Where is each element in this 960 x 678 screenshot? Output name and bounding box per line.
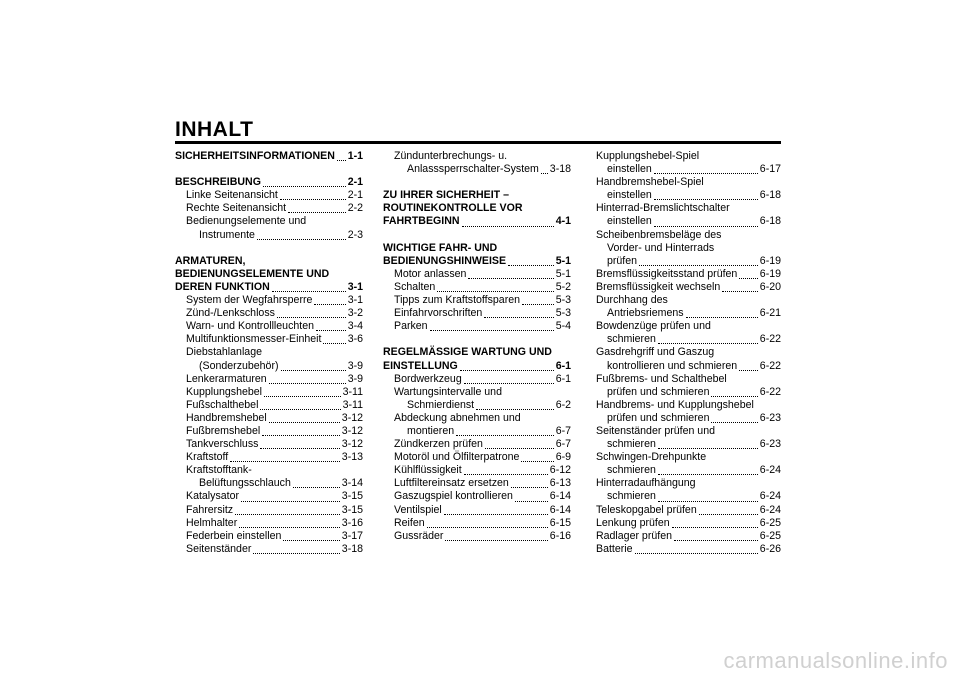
toc-page-number: 6-21 [759, 307, 781, 320]
toc-entry-line: Bedienungselemente und [186, 215, 307, 228]
toc-entry-label: Seitenständer [186, 542, 252, 555]
toc-column-2 [383, 150, 571, 543]
toc-entry-label: Tankverschluss [186, 438, 259, 451]
toc-dot-leader [654, 172, 758, 174]
toc-section-heading: ARMATUREN, [175, 254, 246, 267]
toc-dot-leader [269, 382, 346, 384]
toc-entry-label: BEDIENUNGSHINWEISE [383, 254, 507, 267]
toc-entry-label: Gussräder [394, 529, 444, 542]
toc-spacer [383, 333, 571, 346]
toc-dot-leader [264, 395, 341, 397]
toc-entry-label: Fußschalthebel [186, 398, 259, 411]
toc-dot-leader [314, 303, 345, 305]
toc-entry-label: Bremsflüssigkeit wechseln [596, 280, 721, 293]
toc-dot-leader [476, 408, 554, 410]
toc-section-entry [175, 150, 363, 163]
toc-entry-label: Luftfiltereinsatz ersetzen [394, 477, 509, 490]
toc-page-number: 3-18 [549, 163, 571, 176]
toc-dot-leader [658, 342, 758, 344]
toc-entry [596, 215, 781, 228]
toc-page-number: 3-12 [341, 438, 363, 451]
toc-entry-label: System der Wegfahrsperre [186, 294, 313, 307]
toc-entry [596, 517, 781, 530]
toc-entry [175, 294, 363, 307]
toc-section-heading: WICHTIGE FAHR- UND [383, 241, 498, 254]
toc-page-number: 6-18 [759, 215, 781, 228]
toc-page-number: 6-22 [759, 333, 781, 346]
toc-page-number: 6-25 [759, 516, 781, 529]
toc-entry [175, 386, 363, 399]
toc-dot-leader [672, 526, 758, 528]
toc-entry [596, 163, 781, 176]
toc-page-number: 6-25 [759, 529, 781, 542]
toc-dot-leader [437, 290, 553, 292]
toc-entry-line: Kupplungshebel-Spiel [596, 150, 700, 162]
toc-dot-leader [711, 421, 757, 423]
toc-entry-label: Federbein einstellen [186, 529, 282, 542]
toc-entry [383, 438, 571, 451]
toc-dot-leader [464, 473, 548, 475]
toc-dot-leader [464, 382, 554, 384]
toc-page-number: 5-3 [555, 307, 571, 320]
toc-entry [383, 425, 571, 438]
toc-entry [175, 412, 363, 425]
toc-entry [175, 438, 363, 451]
toc-entry [596, 255, 781, 268]
toc-section-entry [175, 281, 363, 294]
toc-entry [175, 202, 363, 215]
toc-entry [596, 268, 781, 281]
toc-page-number: 6-13 [549, 477, 571, 490]
toc-entry [596, 490, 781, 503]
toc-page-number: 6-23 [759, 438, 781, 451]
toc-entry [175, 320, 363, 333]
toc-entry-label: schmieren [607, 438, 656, 451]
toc-page-number: 6-22 [759, 359, 781, 372]
toc-dot-leader [515, 500, 548, 502]
toc-entry-label: Warn- und Kontrollleuchten [186, 320, 314, 333]
toc-entry [383, 294, 571, 307]
toc-entry [175, 399, 363, 412]
toc-entry-label: Einfahrvorschriften [394, 307, 483, 320]
toc-page-number: 5-3 [555, 294, 571, 307]
toc-entry [383, 517, 571, 530]
toc-page-number: 6-2 [555, 398, 571, 411]
toc-entry-label: schmieren [607, 490, 656, 503]
toc-dot-leader [699, 513, 758, 515]
toc-entry-label: BESCHREIBUNG [175, 176, 261, 189]
toc-entry-label: Zünd-/Lenkschloss [186, 307, 275, 320]
toc-page-number: 3-9 [347, 372, 363, 385]
toc-dot-leader [484, 316, 553, 318]
toc-dot-leader [658, 447, 758, 449]
toc-entry [175, 189, 363, 202]
toc-dot-leader [456, 434, 554, 436]
toc-dot-leader [541, 172, 548, 174]
toc-entry-label: Fahrersitz [186, 503, 234, 516]
toc-page-number: 3-6 [347, 333, 363, 346]
toc-entry-label: Motor anlassen [394, 267, 467, 280]
toc-dot-leader [337, 159, 346, 161]
toc-entry [175, 307, 363, 320]
toc-entry [383, 490, 571, 503]
toc-entry-label: Kühlflüssigkeit [394, 464, 462, 477]
toc-entry-label: Schmierdienst [407, 398, 475, 411]
toc-section-heading: BEDIENUNGSELEMENTE UND [175, 267, 330, 280]
toc-section-heading: REGELMÄSSIGE WARTUNG UND [383, 346, 552, 359]
toc-entry-line: Abdeckung abnehmen und [394, 411, 521, 424]
toc-entry-label: einstellen [607, 163, 652, 176]
toc-entry-line: Schwingen-Drehpunkte [596, 451, 707, 464]
toc-dot-leader [468, 277, 553, 279]
watermark: carmanualsonline.info [723, 648, 948, 673]
toc-page-number: 2-3 [347, 228, 363, 241]
toc-spacer [383, 229, 571, 242]
toc-page-number: 3-18 [341, 542, 363, 555]
toc-dot-leader [739, 369, 758, 371]
toc-entry [175, 517, 363, 530]
toc-page-number: 5-2 [555, 280, 571, 293]
toc-entry-label: Bremsflüssigkeitsstand prüfen [596, 267, 738, 280]
toc-page-number: 4-1 [555, 215, 571, 228]
toc-dot-leader [263, 185, 346, 187]
toc-entry [175, 360, 363, 373]
toc-dot-leader [288, 211, 346, 213]
toc-dot-leader [658, 500, 758, 502]
toc-entry-label: Rechte Seitenansicht [186, 202, 287, 215]
toc-page-number: 6-14 [549, 490, 571, 503]
toc-page-number: 3-1 [347, 294, 363, 307]
toc-dot-leader [230, 460, 340, 462]
toc-column-1 [175, 150, 363, 556]
toc-page-number: 6-24 [759, 503, 781, 516]
toc-entry-line: Seitenständer prüfen und [596, 424, 715, 437]
toc-dot-leader [316, 329, 346, 331]
toc-page-number: 3-14 [341, 477, 363, 490]
toc-entry [383, 320, 571, 333]
toc-dot-leader [462, 225, 554, 227]
toc-page-number: 2-2 [347, 202, 363, 215]
toc-entry-label: Multifunktionsmesser-Einheit [186, 333, 322, 346]
toc-section-entry [383, 360, 571, 373]
toc-page-number: 2-1 [347, 189, 363, 202]
toc-entry [175, 333, 363, 346]
toc-page-number: 6-26 [759, 542, 781, 555]
toc-page-number: 6-1 [555, 359, 571, 372]
toc-page-number: 3-12 [341, 411, 363, 424]
toc-entry-line: Handbrems- und Kupplungshebel [596, 398, 754, 411]
toc-dot-leader [253, 552, 339, 554]
toc-entry [175, 229, 363, 242]
toc-page-number: 6-1 [555, 372, 571, 385]
toc-dot-leader [235, 513, 340, 515]
toc-dot-leader [511, 486, 548, 488]
toc-entry [383, 530, 571, 543]
toc-page-number: 6-22 [759, 385, 781, 398]
toc-entry-label: (Sonderzubehör) [199, 359, 279, 372]
toc-page-number: 1-1 [347, 150, 363, 162]
toc-page-number: 6-7 [555, 424, 571, 437]
toc-entry-label: FAHRTBEGINN [383, 215, 460, 228]
toc-entry [596, 333, 781, 346]
toc-entry-label: EINSTELLUNG [383, 359, 458, 372]
toc-entry-line: Kraftstofftank- [186, 464, 252, 477]
toc-page-number: 5-4 [555, 320, 571, 333]
toc-entry-label: Batterie [596, 542, 633, 555]
toc-entry [596, 464, 781, 477]
toc-entry-label: einstellen [607, 215, 652, 228]
toc-entry-line: Hinterradaufhängung [596, 477, 696, 490]
toc-dot-leader [260, 447, 339, 449]
toc-dot-leader [262, 434, 340, 436]
toc-dot-leader [460, 369, 554, 371]
toc-entry [175, 373, 363, 386]
toc-dot-leader [654, 198, 758, 200]
toc-section-entry [383, 255, 571, 268]
toc-dot-leader [280, 198, 346, 200]
toc-entry [175, 477, 363, 490]
toc-entry [383, 399, 571, 412]
toc-dot-leader [323, 342, 345, 344]
toc-entry [383, 504, 571, 517]
toc-dot-leader [635, 552, 758, 554]
toc-entry [383, 464, 571, 477]
toc-entry [383, 477, 571, 490]
toc-entry [596, 543, 781, 556]
toc-entry-label: Radlager prüfen [596, 529, 672, 542]
toc-dot-leader [722, 290, 758, 292]
toc-entry-label: schmieren [607, 464, 656, 477]
toc-dot-leader [430, 329, 554, 331]
toc-section-entry [383, 215, 571, 228]
toc-page-number: 6-24 [759, 490, 781, 503]
toc-page-number: 5-1 [555, 254, 571, 267]
toc-entry [596, 281, 781, 294]
toc-dot-leader [485, 447, 554, 449]
toc-entry [175, 425, 363, 438]
toc-page-number: 3-11 [342, 385, 363, 398]
toc-entry [596, 438, 781, 451]
toc-entry [596, 412, 781, 425]
toc-entry [175, 490, 363, 503]
toc-entry-label: DEREN FUNKTION [175, 280, 270, 293]
toc-entry-label: prüfen und schmieren [607, 411, 710, 424]
toc-page-number: 3-2 [347, 307, 363, 320]
toc-section-heading: ZU IHRER SICHERHEIT – [383, 189, 509, 202]
toc-spacer [175, 242, 363, 255]
toc-entry-label: montieren [407, 424, 455, 437]
toc-page-number: 6-16 [549, 529, 571, 542]
toc-page-number: 3-12 [341, 424, 363, 437]
toc-dot-leader [674, 539, 758, 541]
toc-entry-label: Lenkerarmaturen [186, 372, 267, 385]
toc-entry-line: Gasdrehgriff und Gaszug [596, 346, 715, 359]
toc-entry [383, 373, 571, 386]
toc-page-number: 6-12 [549, 464, 571, 477]
toc-entry [175, 504, 363, 517]
page-title: INHALT [175, 118, 254, 141]
toc-page-number: 6-17 [759, 163, 781, 176]
toc-dot-leader [444, 513, 548, 515]
toc-column-3 [596, 150, 781, 556]
toc-page-number: 6-20 [759, 280, 781, 293]
toc-entry-line: Zündunterbrechungs- u. [394, 150, 508, 162]
toc-entry-label: SICHERHEITSINFORMATIONEN [175, 150, 335, 162]
toc-entry-label: Zündkerzen prüfen [394, 438, 483, 451]
toc-entry-label: Schalten [394, 280, 436, 293]
toc-page-number: 3-15 [341, 490, 363, 503]
toc-page-number: 2-1 [347, 176, 363, 189]
toc-entry [383, 268, 571, 281]
toc-entry [596, 307, 781, 320]
toc-entry-label: Teleskopgabel prüfen [596, 503, 697, 516]
toc-entry-label: kontrollieren und schmieren [607, 359, 738, 372]
toc-page-number: 3-13 [341, 451, 363, 464]
toc-entry-line: Diebstahlanlage [186, 346, 262, 359]
toc-page-number: 6-14 [549, 503, 571, 516]
toc-dot-leader [272, 290, 346, 292]
toc-entry-label: Gaszugspiel kontrollieren [394, 490, 513, 503]
toc-entry [175, 530, 363, 543]
toc-entry-label: Tipps zum Kraftstoffsparen [394, 294, 521, 307]
toc-entry-line: Wartungsintervalle und [394, 385, 502, 398]
toc-entry [383, 307, 571, 320]
toc-dot-leader [508, 264, 554, 266]
toc-section-entry [175, 176, 363, 189]
toc-dot-leader [269, 421, 340, 423]
toc-dot-leader [639, 264, 758, 266]
toc-entry-line: Scheibenbremsbeläge des [596, 228, 722, 241]
toc-entry-line: Bowdenzüge prüfen und [596, 320, 711, 333]
toc-dot-leader [658, 473, 758, 475]
toc-entry-line: Handbremshebel-Spiel [596, 176, 704, 189]
toc-entry [596, 189, 781, 202]
toc-entry [383, 281, 571, 294]
toc-page-number: 6-18 [759, 189, 781, 202]
toc-section-heading: ROUTINEKONTROLLE VOR [383, 202, 523, 215]
toc-entry [383, 163, 571, 176]
toc-entry-line: Hinterrad-Bremslichtschalter [596, 202, 730, 215]
toc-entry-line: Fußbrems- und Schalthebel [596, 372, 727, 385]
toc-entry-label: Handbremshebel [186, 411, 267, 424]
toc-spacer [175, 163, 363, 176]
toc-dot-leader [686, 316, 758, 318]
toc-page-number: 3-4 [347, 320, 363, 333]
toc-entry-label: Motoröl und Ölfilterpatrone [394, 451, 520, 464]
toc-dot-leader [281, 369, 346, 371]
toc-entry [596, 386, 781, 399]
toc-entry-label: schmieren [607, 333, 656, 346]
toc-entry [175, 543, 363, 556]
toc-dot-leader [257, 238, 346, 240]
toc-dot-leader [277, 316, 346, 318]
toc-page-number: 3-16 [341, 516, 363, 529]
toc-entry-label: Instrumente [199, 228, 255, 241]
toc-entry-label: Helmhalter [186, 516, 238, 529]
toc-dot-leader [260, 408, 340, 410]
toc-dot-leader [241, 500, 340, 502]
toc-entry-label: einstellen [607, 189, 652, 202]
toc-entry-line: Durchhang des [596, 294, 668, 307]
toc-entry [596, 360, 781, 373]
toc-page-number: 6-9 [555, 451, 571, 464]
toc-entry-label: Reifen [394, 516, 425, 529]
toc-page-number: 3-15 [341, 503, 363, 516]
toc-dot-leader [427, 526, 548, 528]
toc-entry-label: Ventilspiel [394, 503, 442, 516]
toc-dot-leader [283, 539, 339, 541]
toc-page-number: 3-17 [341, 529, 363, 542]
toc-dot-leader [293, 486, 340, 488]
toc-page-number: 6-19 [759, 267, 781, 280]
toc-entry-label: Belüftungsschlauch [199, 477, 291, 490]
toc-entry [175, 451, 363, 464]
toc-entry-label: Lenkung prüfen [596, 516, 670, 529]
toc-entry [383, 451, 571, 464]
toc-entry-label: Linke Seitenansicht [186, 189, 278, 202]
toc-page-number: 3-11 [342, 398, 363, 411]
toc-entry-label: Antriebsriemens [607, 307, 684, 320]
toc-page-number: 6-15 [549, 516, 571, 529]
toc-page-number: 3-9 [347, 359, 363, 372]
toc-dot-leader [739, 277, 757, 279]
toc-dot-leader [445, 539, 547, 541]
toc-dot-leader [521, 460, 553, 462]
toc-page-number: 6-23 [759, 411, 781, 424]
toc-entry-label: Kupplungshebel [186, 385, 262, 398]
toc-dot-leader [711, 395, 757, 397]
toc-page-number: 6-7 [555, 438, 571, 451]
toc-page-number: 6-24 [759, 464, 781, 477]
toc-page-number: 5-1 [555, 267, 571, 280]
toc-entry-label: Parken [394, 320, 428, 333]
toc-entry-label: Fußbremshebel [186, 424, 261, 437]
toc-page-number: 3-1 [347, 280, 363, 293]
toc-entry-label: Anlasssperrschalter-System [407, 163, 539, 176]
toc-entry-label: Katalysator [186, 490, 239, 503]
toc-dot-leader [239, 526, 340, 528]
toc-entry-label: Kraftstoff [186, 451, 229, 464]
toc-page-number: 6-19 [759, 254, 781, 267]
toc-entry [596, 504, 781, 517]
toc-dot-leader [522, 303, 554, 305]
toc-entry-label: prüfen und schmieren [607, 385, 710, 398]
toc-entry-label: Bordwerkzeug [394, 372, 462, 385]
toc-entry-label: prüfen [607, 254, 638, 267]
title-rule [175, 141, 781, 144]
toc-entry-line: Vorder- und Hinterrads [607, 241, 715, 254]
toc-spacer [383, 176, 571, 189]
toc-dot-leader [654, 225, 758, 227]
toc-entry [596, 530, 781, 543]
